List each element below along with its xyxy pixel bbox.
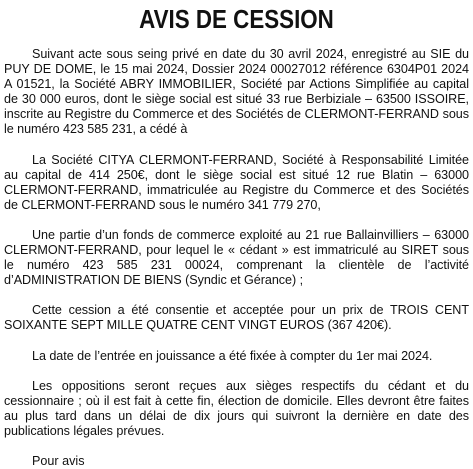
paragraph-sale-deed: Suivant acte sous seing privé en date du 30 avril 2024, enregistré au SIE du PUY DE DOME, le 15 mai 2024, Dossier 2024 00027012 référence 6304P01 2024 A 01521, la Société ABRY IMMOBILIER, Société par Actions Simplifiée au capital de 30 000 euros, dont le siège social est situé 33 rue Berbiziale – 63500 ISSOIRE, inscrite au Registre du Commerce et des Sociétés de CLERMONT-FERRAND sous le numéro 423 585 231, a cédé à xyxy=(4,47,469,137)
closing-signature: Pour avis xyxy=(32,453,85,468)
paragraph-business: Une partie d’un fonds de commerce exploité au 21 rue Ballainvilliers – 63000 CLERMONT-FERRAND, pour lequel le « cédant » est immatriculé au SIRET sous le numéro 423 585 231 00024, comprenant la clientèle de l’activité d’ADMINISTRATION DE BIENS (Syndic et Gérance) ; xyxy=(4,227,469,288)
paragraph-oppositions: Les oppositions seront reçues aux sièges respectifs du cédant et du cessionnaire ; où il est fait à cette fin, élection de domicile. Elles devront être faites au plus tard dans un délai de dix jours qui suivront la dernière en date des publications légales prévues. xyxy=(4,378,469,438)
paragraph-buyer: La Société CITYA CLERMONT-FERRAND, Société à Responsabilité Limitée au capital de 414 250€, dont le siège social est situé 12 rue Blatin – 63000 CLERMONT-FERRAND, immatriculée au Registre du Commerce et des Sociétés de CLERMONT-FERRAND sous le numéro 341 779 270, xyxy=(4,152,469,212)
paragraph-entry-date: La date de l’entrée en jouissance a été fixée à compter du 1er mai 2024. xyxy=(32,348,433,363)
paragraph-price: Cette cession a été consentie et acceptée pour un prix de TROIS CENT SOIXANTE SEPT MILLE QUATRE CENT VINGT EUROS (367 420€). xyxy=(4,303,469,333)
notice-title: AVIS DE CESSION xyxy=(139,4,334,34)
